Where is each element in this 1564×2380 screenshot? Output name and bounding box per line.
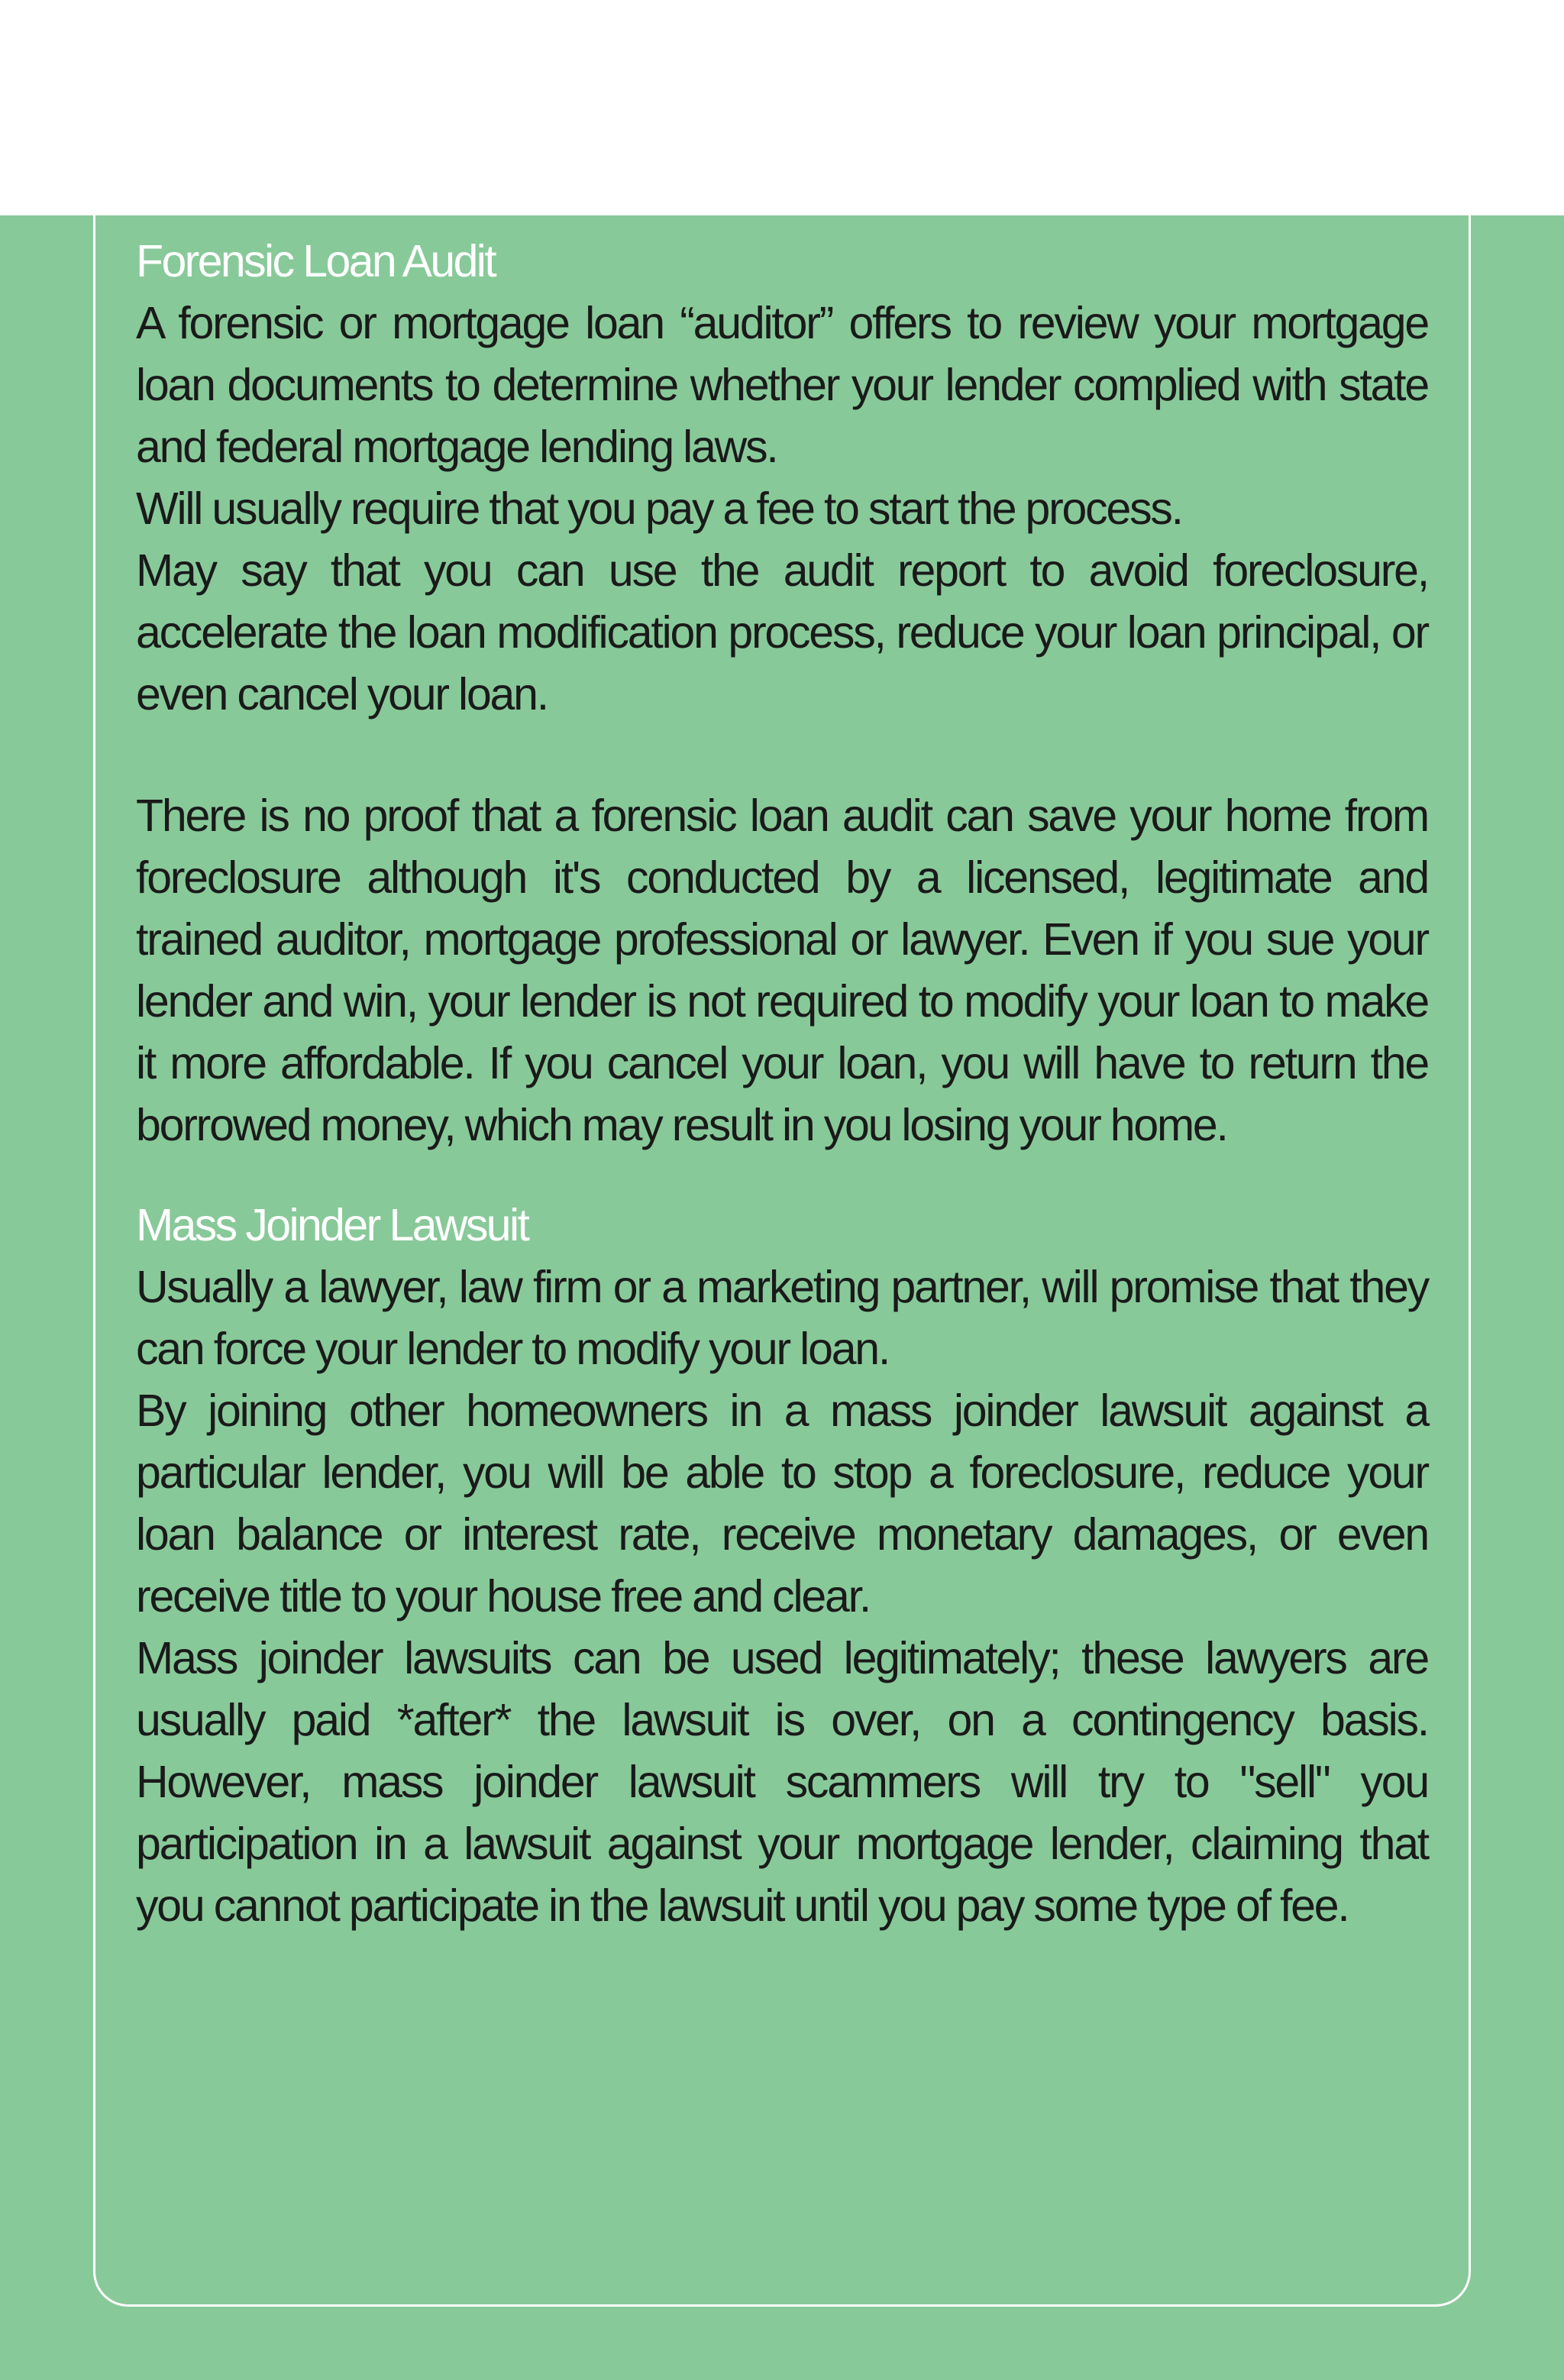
- forensic-paragraph-3: May say that you can use the audit report to avoid foreclosure, accelerate the loan modification process, reduce your loan principal, or even cancel your loan.: [136, 545, 1428, 719]
- document-body: [136, 231, 1428, 1937]
- mass-joinder-lawsuit-heading: Mass Joinder Lawsuit: [136, 1200, 528, 1250]
- forensic-paragraph-2: Will usually require that you pay a fee to start the process.: [136, 483, 1182, 534]
- joinder-paragraph-2: By joining other homeowners in a mass joinder lawsuit against a particular lender, you will be able to stop a foreclosure, reduce your loan balance or interest rate, receive monetary damages, or even receive title to your house free and clear.: [136, 1386, 1428, 1622]
- joinder-paragraph-1: Usually a lawyer, law firm or a marketing partner, will promise that they can force your lender to modify your loan.: [136, 1262, 1428, 1374]
- section-spacer: [136, 1156, 1428, 1195]
- paragraph-spacer: [136, 726, 1428, 785]
- joinder-paragraph-3: Mass joinder lawsuits can be used legitimately; these lawyers are usually paid *after* the lawsuit is over, on a contingency basis. However, mass joinder lawsuit scammers will try to "sell" you participation in a lawsuit against your mortgage lender, claiming that you cannot participate in the lawsuit until you pay some type of fee.: [136, 1633, 1428, 1931]
- forensic-paragraph-4: There is no proof that a forensic loan audit can save your home from foreclosure although it's conducted by a licensed, legitimate and trained auditor, mortgage professional or lawyer. Even if you sue your lender and win, your lender is not required to modify your loan to make it more affordable. If you cancel your loan, you will have to return the borrowed money, which may result in you losing your home.: [136, 791, 1428, 1150]
- forensic-paragraph-1: A forensic or mortgage loan “auditor” offers to review your mortgage loan documents to determine whether your lender complied with state and federal mortgage lending laws.: [136, 298, 1428, 472]
- forensic-loan-audit-heading: Forensic Loan Audit: [136, 236, 496, 286]
